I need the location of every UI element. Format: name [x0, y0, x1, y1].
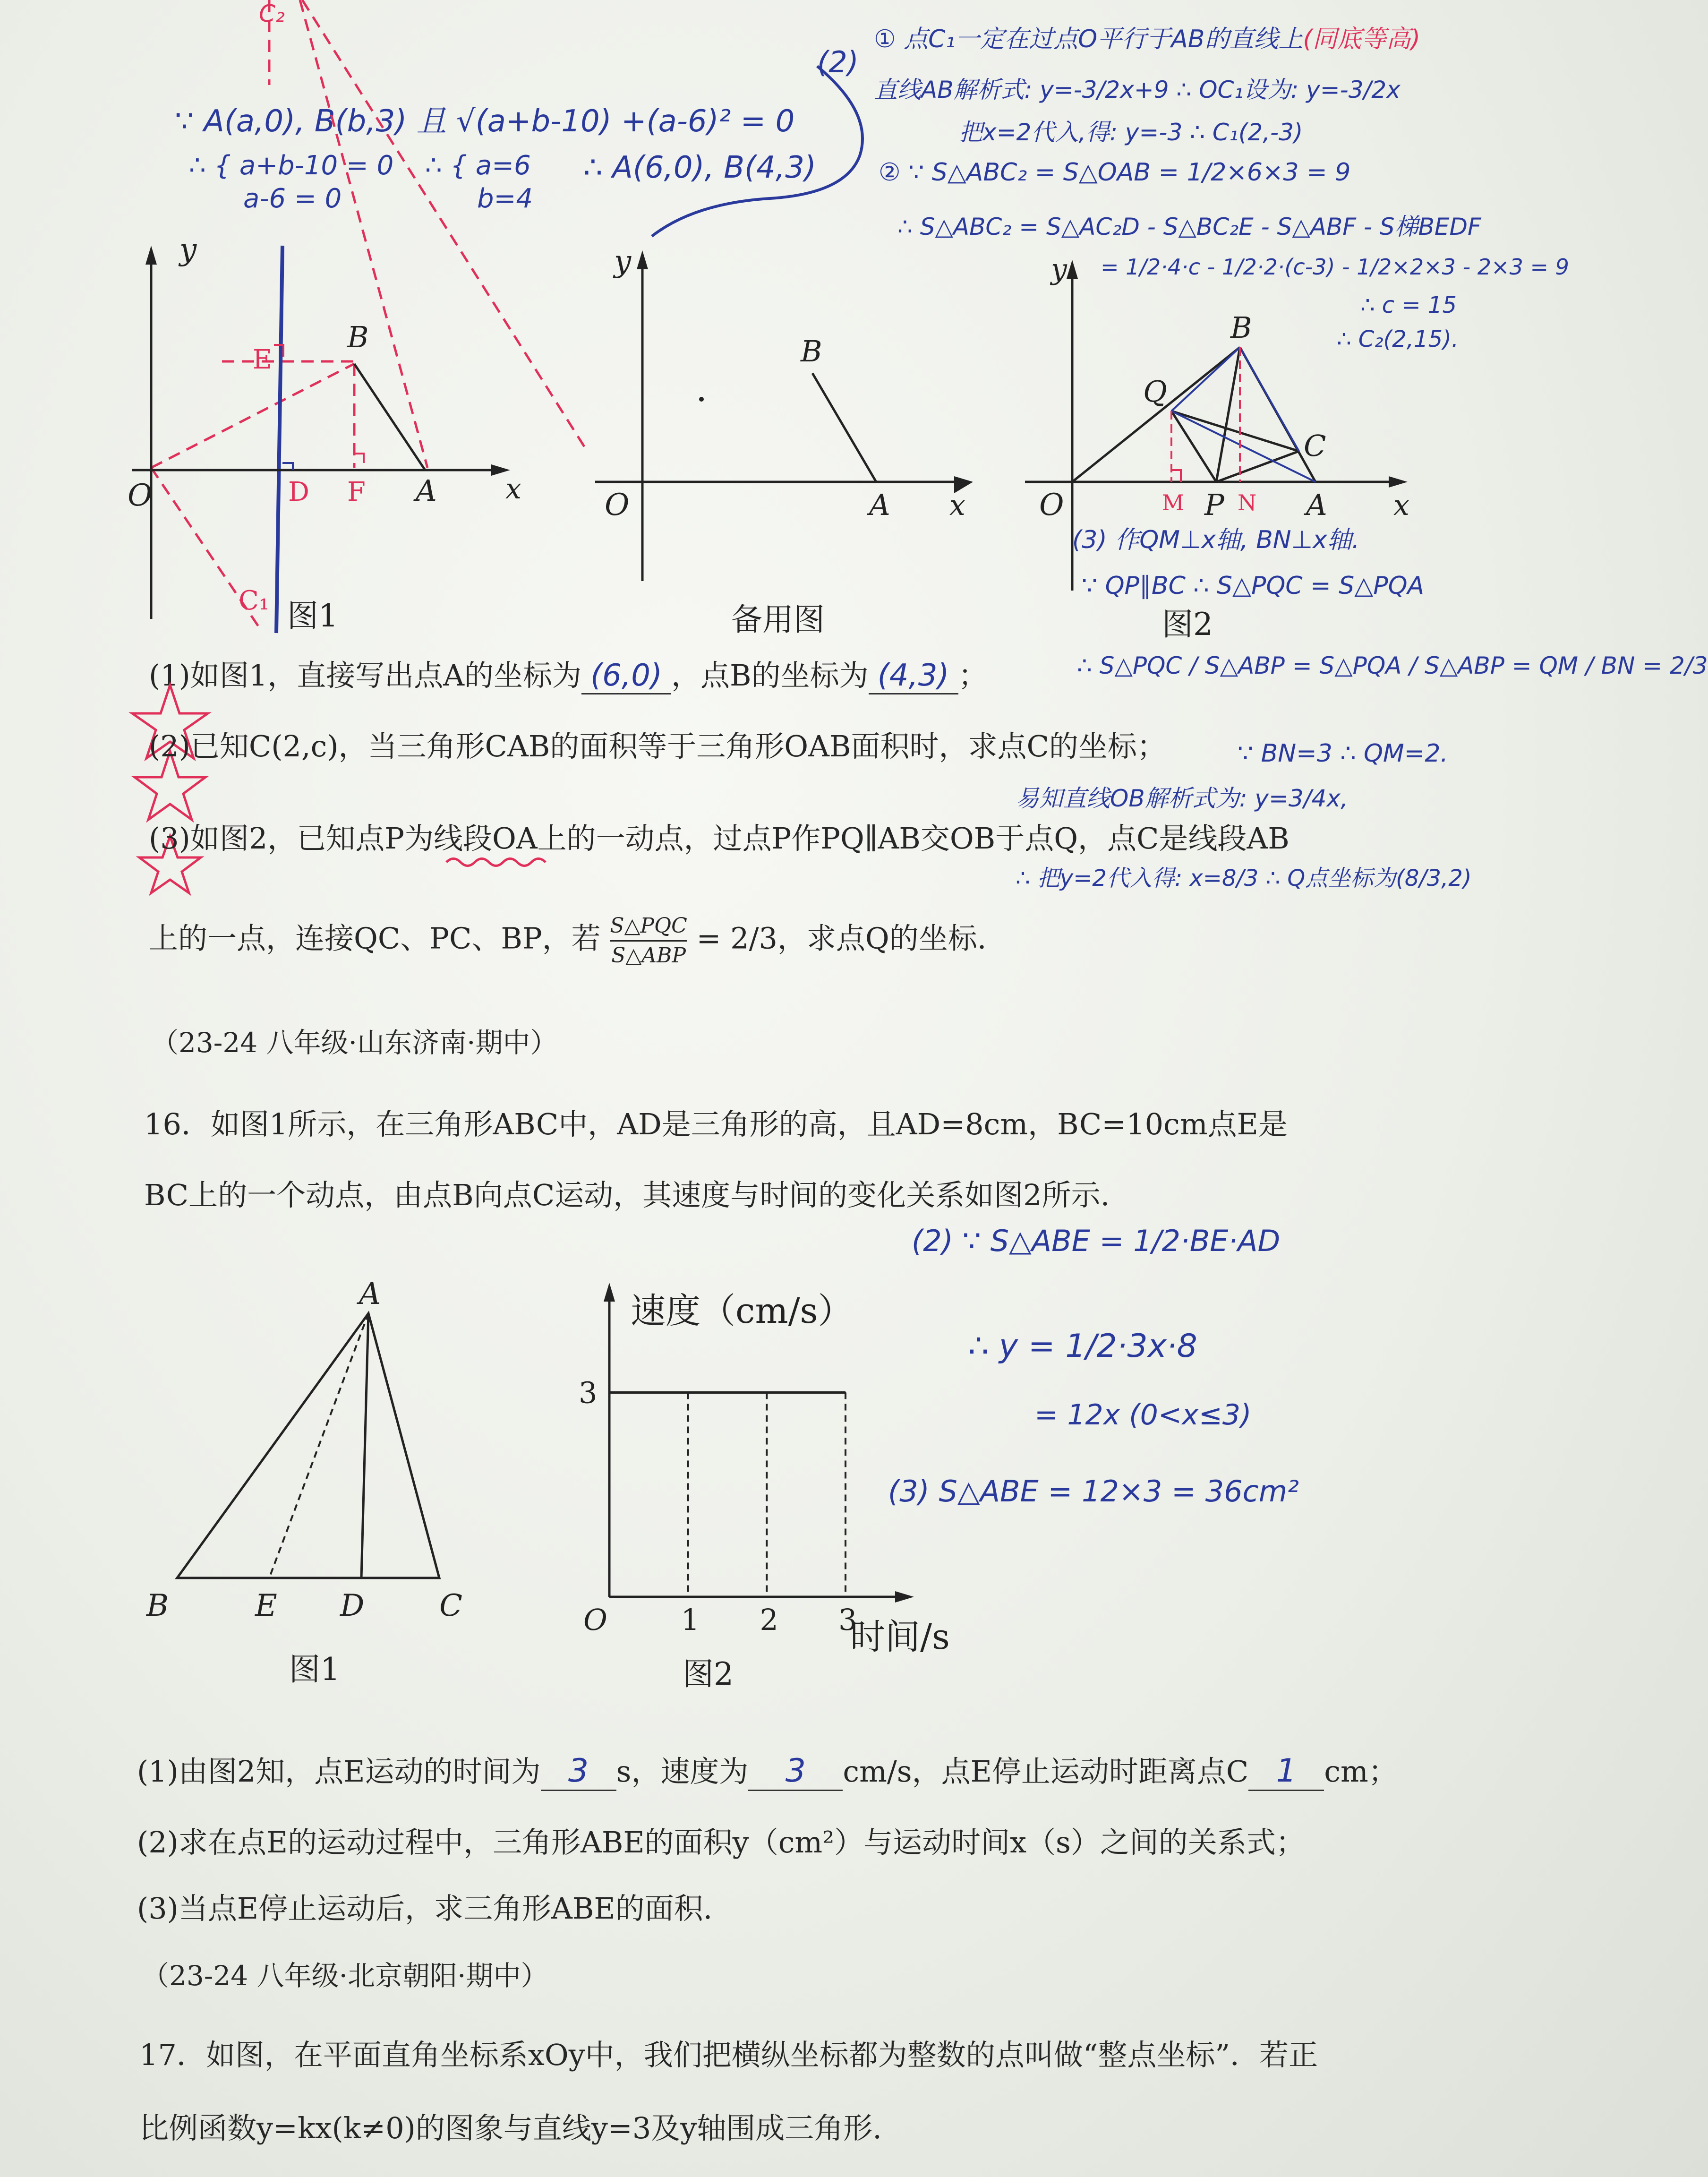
- c2-mark: C₂: [259, 0, 285, 27]
- fig1-x-label: x: [505, 472, 521, 506]
- part3-line4: ∵ BN=3 ∴ QM=2.: [1238, 739, 1448, 768]
- svg-text:O: O: [1039, 488, 1064, 523]
- chart-xtick-1: 1: [681, 1603, 700, 1637]
- red-star-marks: [137, 680, 208, 898]
- part2-line1: ① 点C₁一定在过点O平行于AB的直线上(同底等高): [874, 25, 1421, 53]
- spare-caption: 备用图: [731, 601, 825, 638]
- svg-text:B: B: [801, 334, 822, 369]
- chart-ylabel: 速度（cm/s）: [631, 1291, 853, 1331]
- part2-line3: 把x=2代入,得: y=-3 ∴ C₁(2,-3): [959, 119, 1303, 146]
- p16-answer-dist: 1: [1248, 1752, 1324, 1791]
- svg-text:x: x: [949, 489, 965, 522]
- svg-text:O: O: [605, 488, 630, 523]
- chart-point-2: [766, 1392, 767, 1393]
- part2-line7: ∴ c = 15: [1360, 292, 1457, 318]
- part2-line8: ∴ C₂(2,15).: [1337, 326, 1459, 352]
- svg-text:M: M: [1162, 490, 1185, 515]
- fig1-y-label: y: [179, 232, 197, 267]
- p15-ratio-fraction: S△PQC S△ABP: [610, 912, 687, 970]
- fig1-origin: O: [128, 478, 153, 513]
- svg-text:C: C: [1304, 429, 1326, 463]
- p16-note-line2: ∴ y = 1/2·3x·8: [968, 1328, 1197, 1365]
- p16-q3: (3)当点E停止运动后，求三角形ABE的面积.: [137, 1891, 713, 1926]
- part2-line5: ∴ S△ABC₂ = S△AC₂D - S△BC₂E - S△ABF - S梯BEDF: [897, 213, 1481, 240]
- same-base-height-note: (同底等高): [1303, 25, 1421, 53]
- svg-text:x: x: [1393, 489, 1409, 522]
- fig1-caption: 图1: [287, 598, 338, 634]
- part3-line6: ∴ 把y=2代入得: x=8/3 ∴ Q点坐标为(8/3,2): [1016, 865, 1472, 891]
- figure1-top: [128, 227, 614, 633]
- fig1-e-label: E: [253, 344, 272, 375]
- chart-xtick-0: O: [583, 1603, 607, 1637]
- chart-ytick-0: 3: [579, 1375, 598, 1410]
- part3-line1: (3) 作QM⊥x轴, BN⊥x轴.: [1072, 526, 1360, 554]
- p16-intro-line1: 16．如图1所示，在三角形ABC中，AD是三角形的高，且AD=8cm，BC=10cm点E是: [144, 1107, 1288, 1141]
- p15-q3-line1: (3)如图2，已知点P为线段OA上的一动点，过点P作PQ∥AB交OB于点Q，点C是线段AB: [149, 821, 1290, 856]
- tri-label-e: E: [255, 1588, 277, 1623]
- p15-answer-b: (4,3): [869, 658, 958, 694]
- p16-intro-line2: BC上的一个动点，由点B向点C运动，其速度与时间的变化关系如图2所示.: [144, 1178, 1110, 1212]
- solution-line-2: b=4: [477, 183, 533, 214]
- part3-line5: 易知直线OB解析式为: y=3/4x,: [1016, 785, 1348, 812]
- p15-answer-a: (6,0): [581, 658, 671, 694]
- solution-line-1: ∴ { a=6: [425, 150, 531, 181]
- p17-line2: 比例函数y=kx(k≠0)的图象与直线y=3及y轴围成三角形.: [139, 2111, 882, 2145]
- svg-text:A: A: [1306, 488, 1327, 522]
- chart-xtick-3: 3: [838, 1603, 857, 1637]
- fig1-b-label: B: [347, 320, 369, 354]
- p15-q1: (1)如图1，直接写出点A的坐标为 (6,0) ，点B的坐标为 (4,3) ；: [149, 652, 988, 694]
- part2-label: (2): [817, 45, 859, 79]
- fig1-f-label: F: [347, 477, 366, 507]
- tri-label-d: D: [340, 1588, 365, 1623]
- p16-q2: (2)求在点E的运动过程中，三角形ABE的面积y（cm²）与运动时间x（s）之间的关系式；: [137, 1825, 1305, 1860]
- speed-time-chart: [557, 1257, 992, 1663]
- part2-line4: ② ∵ S△ABC₂ = S△OAB = 1/2×6×3 = 9: [879, 158, 1351, 187]
- chart-point-1: [688, 1392, 689, 1393]
- svg-text:A: A: [869, 488, 890, 522]
- system-line-2: a-6 = 0: [243, 183, 342, 214]
- spare-figure: [586, 246, 1001, 591]
- part2-line6: = 1/2·4·c - 1/2·2·(c-3) - 1/2×2×3 - 2×3 = 9: [1101, 254, 1569, 280]
- svg-text:P: P: [1204, 488, 1224, 522]
- p16-note-line1: (2) ∵ S△ABE = 1/2·BE·AD: [912, 1224, 1281, 1258]
- source-16: （23-24 八年级·山东济南·期中）: [151, 1027, 558, 1059]
- chart-xtick-2: 2: [760, 1603, 778, 1637]
- svg-text:N: N: [1238, 490, 1257, 515]
- p16-fig2-caption: 图2: [683, 1656, 734, 1692]
- wavy-underline: [446, 855, 555, 869]
- chart-point-3: [845, 1392, 846, 1393]
- source-17: （23-24 八年级·北京朝阳·期中）: [142, 1960, 548, 1992]
- p16-note-line3: = 12x (0<x≤3): [1034, 1398, 1252, 1431]
- fig1-a-label: A: [416, 473, 437, 508]
- svg-text:y: y: [1051, 253, 1067, 286]
- svg-text:y: y: [614, 244, 632, 279]
- system-line-1: ∴ { a+b-10 = 0: [189, 150, 394, 181]
- chart-y-arrow: [604, 1283, 615, 1302]
- ab-result-note: ∴ A(6,0), B(4,3): [583, 150, 816, 185]
- svg-text:B: B: [1230, 310, 1252, 345]
- fig2-caption: 图2: [1162, 606, 1213, 643]
- chart-xlabel: 时间/s: [850, 1617, 950, 1657]
- p16-answer-speed: 3: [748, 1752, 843, 1791]
- part2-line2: 直线AB解析式: y=-3/2x+9 ∴ OC₁设为: y=-3/2x: [874, 76, 1401, 103]
- p16-triangle-figure: [137, 1257, 496, 1625]
- p17-line1: 17．如图，在平面直角坐标系xOy中，我们把横纵坐标都为整数的点叫做“整点坐标”．若正: [139, 2038, 1318, 2072]
- tri-label-c: C: [439, 1588, 462, 1623]
- tri-label-b: B: [146, 1588, 169, 1623]
- p15-q2: (2)已知C(2,c)，当三角形CAB的面积等于三角形OAB面积时，求点C的坐标；: [149, 729, 1166, 763]
- fig1-d-label: D: [288, 477, 309, 507]
- p16-note-line4: (3) S△ABE = 12×3 = 36cm²: [888, 1474, 1299, 1508]
- p16-answer-time: 3: [541, 1752, 616, 1791]
- svg-text:Q: Q: [1143, 374, 1167, 409]
- p15-q3-line2: 上的一点，连接QC、PC、BP，若 S△PQC S△ABP = 2/3，求点Q的坐标.: [149, 912, 986, 970]
- p16-q1: (1)由图2知，点E运动的时间为 3 s，速度为 3 cm/s，点E停止运动时距离点C 1 cm；: [137, 1748, 1398, 1791]
- chart-x-arrow: [895, 1591, 914, 1603]
- connector-bracket: [638, 47, 902, 246]
- p16-fig1-caption: 图1: [289, 1651, 340, 1688]
- ab-condition-note: ∵ A(a,0), B(b,3) 且 √(a+b-10) +(a-6)² = 0: [175, 104, 795, 139]
- part3-line2: ∵ QP∥BC ∴ S△PQC = S△PQA: [1082, 572, 1425, 600]
- fig1-c1-label: C₁: [239, 585, 270, 616]
- part3-ratio: ∴ S△PQC / S△ABP = S△PQA / S△ABP = QM / BN = 2/3: [1077, 652, 1708, 679]
- tri-label-a: A: [359, 1277, 381, 1311]
